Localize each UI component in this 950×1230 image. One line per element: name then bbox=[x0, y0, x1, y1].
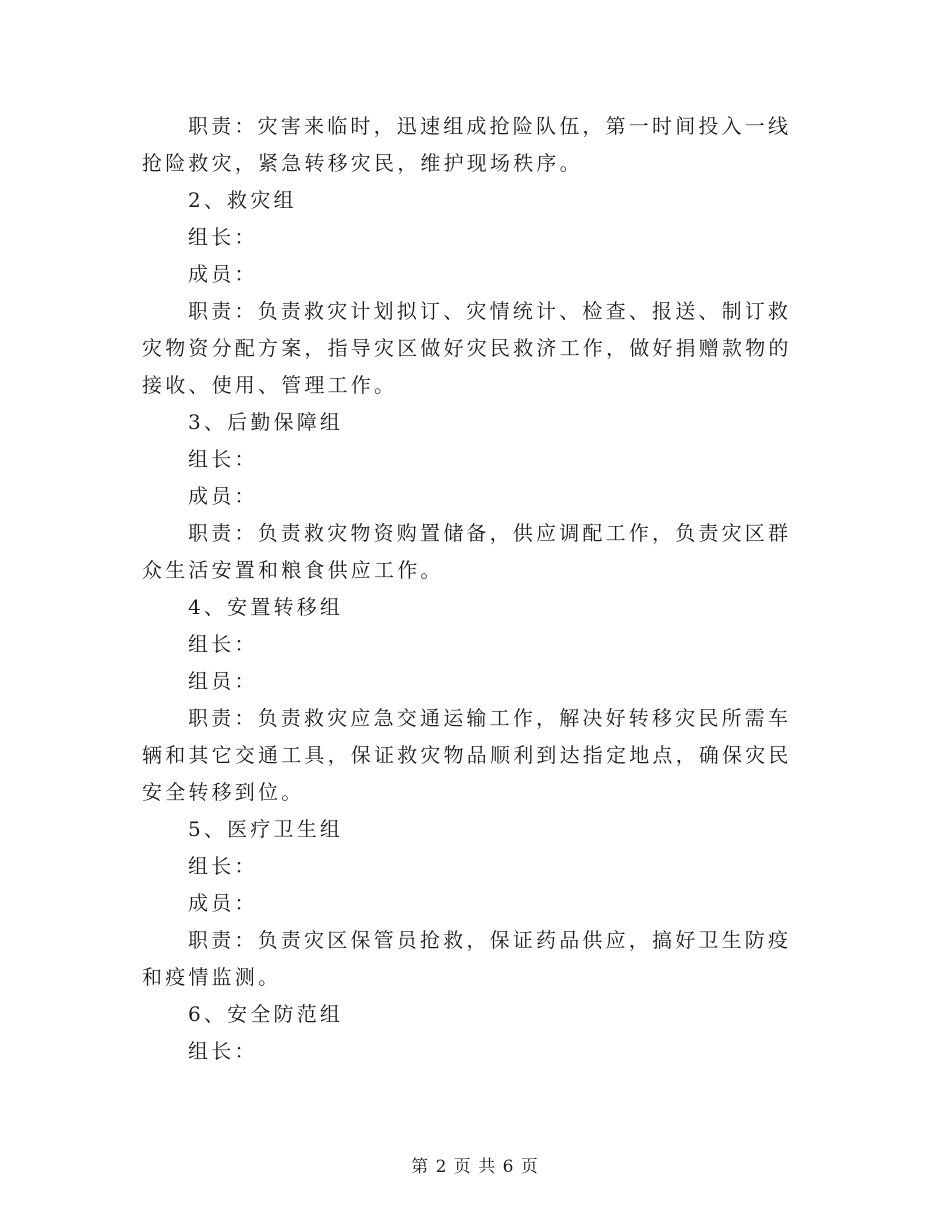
heading-relief-group: 2、救灾组 bbox=[188, 188, 297, 212]
medical-group-members: 成员： bbox=[188, 891, 258, 915]
paragraph-duty-rescue-team: 职责：灾害来临时，迅速组成抢险队伍，第一时间投入一线抢险救灾，紧急转移灾民，维护现场秩序。 bbox=[142, 114, 792, 175]
page-number-footer: 第 2 页 共 6 页 bbox=[411, 1157, 539, 1177]
medical-group-leader: 组长： bbox=[188, 854, 258, 878]
relief-group-leader: 组长： bbox=[188, 225, 258, 249]
relief-group-members: 成员： bbox=[188, 262, 258, 286]
relocation-group-members: 组员： bbox=[188, 669, 258, 693]
logistics-group-members: 成员： bbox=[188, 484, 258, 508]
heading-logistics-group: 3、后勤保障组 bbox=[188, 410, 344, 434]
security-group-leader: 组长： bbox=[188, 1039, 258, 1063]
heading-medical-group: 5、医疗卫生组 bbox=[188, 817, 344, 841]
paragraph-duty-relief-group: 职责：负责救灾计划拟订、灾情统计、检查、报送、制订救灾物资分配方案，指导灾区做好灾民救济工作，做好捐赠款物的接收、使用、管理工作。 bbox=[142, 299, 792, 397]
paragraph-duty-logistics-group: 职责：负责救灾物资购置储备，供应调配工作，负责灾区群众生活安置和粮食供应工作。 bbox=[142, 521, 792, 582]
logistics-group-leader: 组长： bbox=[188, 447, 258, 471]
heading-relocation-group: 4、安置转移组 bbox=[188, 595, 344, 619]
paragraph-duty-relocation-group: 职责：负责救灾应急交通运输工作，解决好转移灾民所需车辆和其它交通工具，保证救灾物品顺利到达指定地点，确保灾民安全转移到位。 bbox=[142, 706, 792, 804]
paragraph-duty-medical-group: 职责：负责灾区保管员抢救，保证药品供应，搞好卫生防疫和疫情监测。 bbox=[142, 928, 792, 989]
document-body bbox=[142, 108, 802, 1070]
heading-security-group: 6、安全防范组 bbox=[188, 1002, 344, 1026]
relocation-group-leader: 组长： bbox=[188, 632, 258, 656]
